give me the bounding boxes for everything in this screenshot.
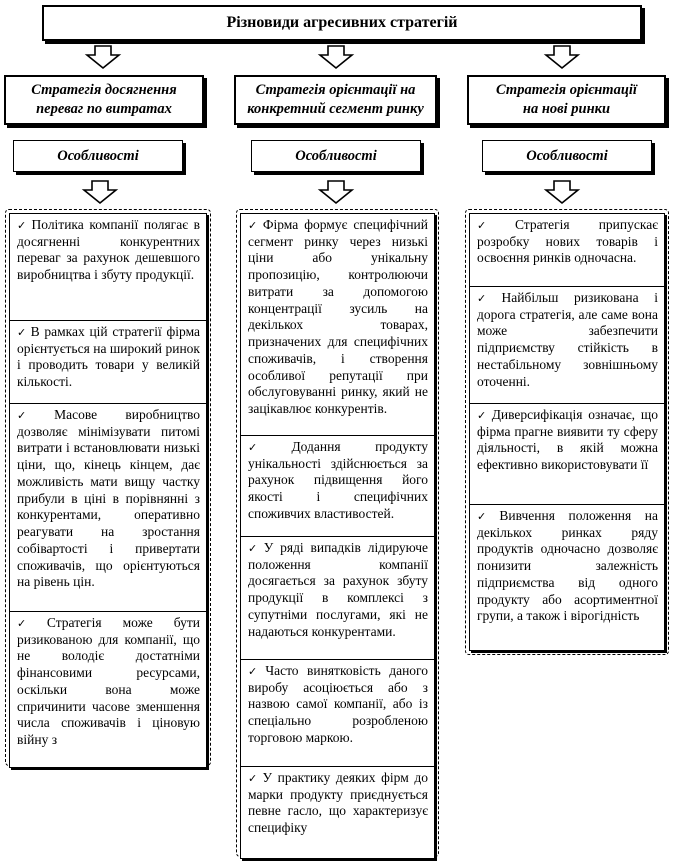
list-item: ✓ Часто винятковість даного виробу асоціюється або з назвою самої компанії, або із спеціально розробленою торговою маркою. [240,659,435,768]
checkmark-icon: ✓ [248,219,260,232]
list-item: ✓ Політика компанії полягає в досягненні конкурентних переваг за рахунок дешевшого виробництва і збуту продукції. [9,213,207,322]
checkmark-icon: ✓ [17,617,44,630]
list-item: ✓ Стратегія припускає розробку нових товарів і освоєння ринків одночасна. [469,213,665,288]
column-segment [236,209,439,857]
column-cost [5,209,211,766]
checkmark-icon: ✓ [477,292,499,305]
features-label-cost: Особливості [13,140,183,172]
checkmark-icon: ✓ [477,409,489,422]
list-item: ✓ Фірма формує специфічний сегмент ринку через низькі ціни або унікальну пропозицію, контролюючи витрати за допомогою концентрації зусиль на декількох товарах, призначених для специфічних споживачів, і створення особливої репутації при обслуговуванні ринку, який не зацікавлює конкурентів. [240,213,435,437]
arrow-down-icon [545,180,579,204]
checkmark-icon: ✓ [17,219,29,232]
checkmark-icon: ✓ [248,441,289,454]
checkmark-icon: ✓ [248,772,260,785]
list-item: ✓ Диверсифікація означає, що фірма прагне виявити ту сферу діяльності, в якій можна ефективно використовувати її [469,403,665,506]
arrow-down-icon [319,180,353,204]
checkmark-icon: ✓ [17,409,52,422]
checkmark-icon: ✓ [248,542,261,555]
list-item: ✓ У ряді випадків лідируюче положення компанії досягається за рахунок збуту продукції в комплексі з супутніми послугами, які не надаються конкурентами. [240,536,435,661]
arrow-down-icon [319,45,353,69]
list-item: ✓ Масове виробництво дозволяє мінімізувати питомі витрати і встановлювати низькі ціни, що, кінець кінцем, дає можливість мати вищу частку прибули в ціні в порівнянні з конкурентами, оперативно реагувати на зростання собівартості і привертати споживачів, що орієнтуються на рівень цін. [9,403,207,613]
diagram-title: Різновиди агресивних стратегій [42,5,642,41]
checkmark-icon: ✓ [17,326,28,339]
arrow-down-icon [545,45,579,69]
features-label-new-markets: Особливості [482,140,652,172]
checkmark-icon: ✓ [477,219,512,232]
list-item: ✓ Вивчення положення на декількох ринках ряду продуктів одночасно дозволяє понизити залежність підприємства від одного продукту або асортиментної групи, а також і вірогідність [469,504,665,651]
list-item: ✓ В рамках цій стратегії фірма орієнтується на широкий ринок і проводить товари у великій кількості. [9,320,207,405]
list-item: ✓ Стратегія може бути ризикованою для компанії, що не володіє достатніми фінансовими ресурсами, оскільки вона може спричинити часове зменшення числа споживачів і ціновую війну з [9,611,207,768]
checkmark-icon: ✓ [248,665,263,678]
list-item: ✓ Найбільш ризикована і дорога стратегія, але саме вона може забезпечити підприємству стійкість в нестабільному зовнішньому оточенні. [469,286,665,405]
list-item: ✓ У практику деяких фірм до марки продукту приєднується певне гасло, що характеризує специфіку [240,766,435,859]
strategy-header-segment: Стратегія орієнтації на конкретний сегмент ринку [234,75,437,125]
arrow-down-icon [83,180,117,204]
list-item: ✓ Додання продукту унікальності здійснюється за рахунок підвищення його якості і специфічних споживчих властивостей. [240,435,435,538]
column-new-markets [465,209,669,655]
features-label-segment: Особливості [251,140,421,172]
checkmark-icon: ✓ [477,510,497,523]
strategy-header-cost: Стратегія досягнення переваг по витратах [4,75,204,125]
strategy-header-new-markets: Стратегія орієнтації на нові ринки [467,75,666,125]
arrow-down-icon [86,45,120,69]
